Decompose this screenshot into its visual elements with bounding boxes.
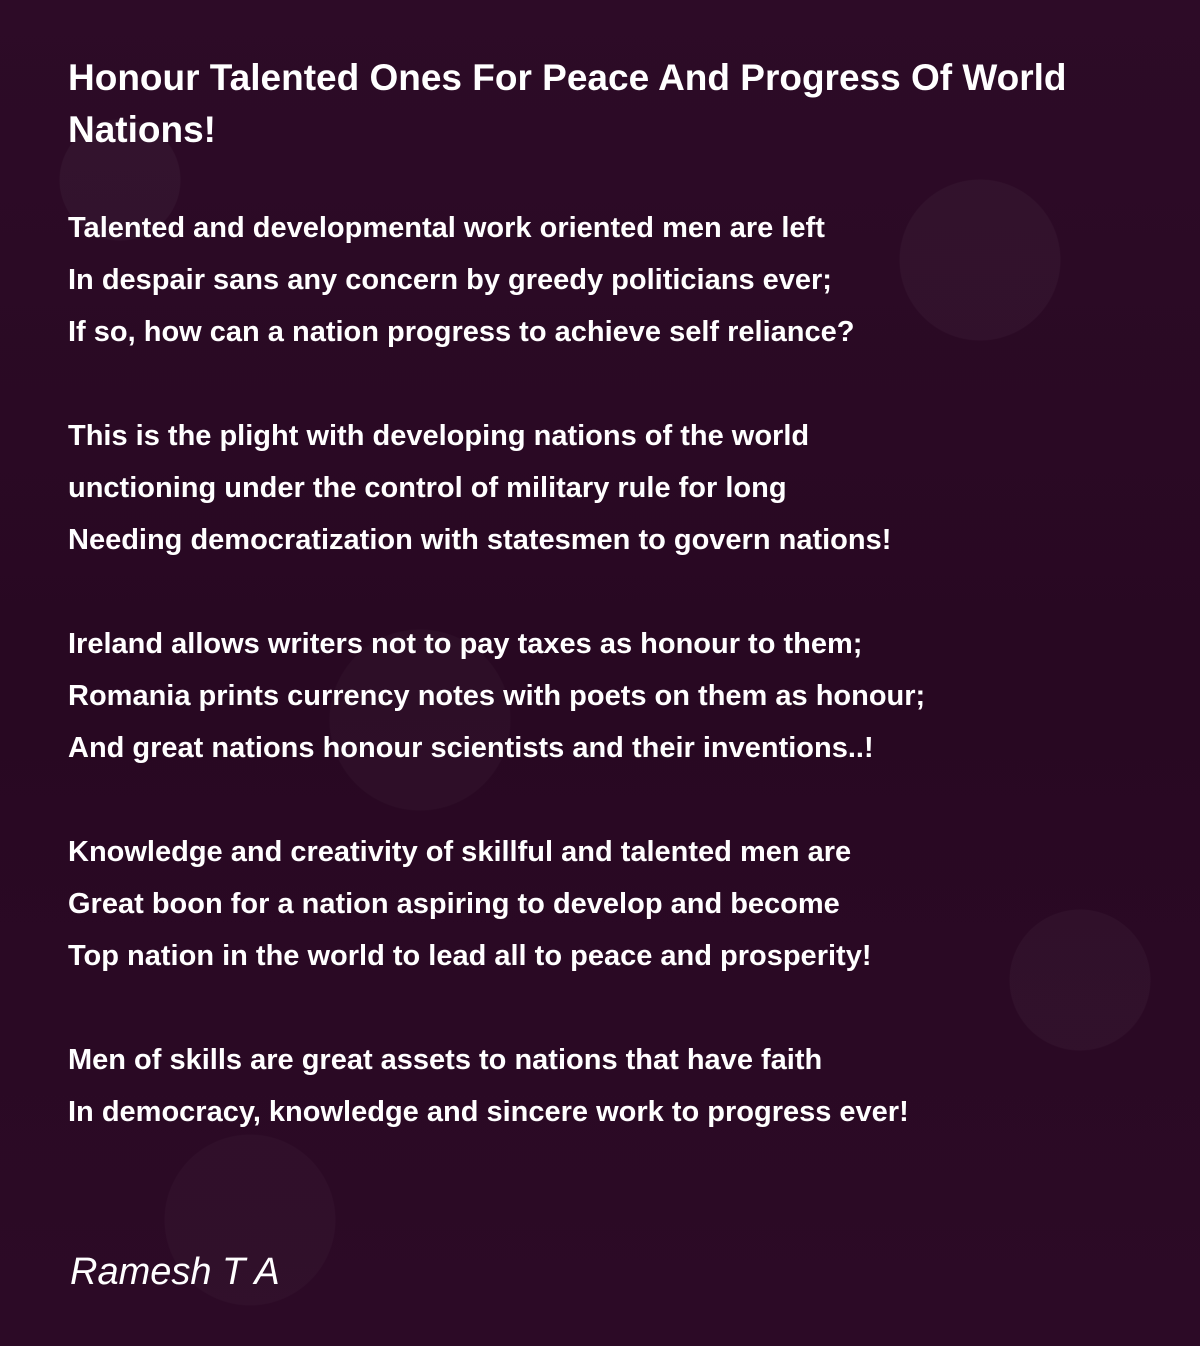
poem-line: Romania prints currency notes with poets on them as honour; [68, 680, 926, 712]
stanza [68, 1034, 1148, 1138]
poem-line: Needing democratization with statesmen to govern nations! [68, 524, 892, 556]
poem-line: Ireland allows writers not to pay taxes as honour to them; [68, 628, 863, 660]
poem-line: Men of skills are great assets to nations that have faith [68, 1044, 823, 1076]
poem-line: Knowledge and creativity of skillful and talented men are [68, 836, 852, 868]
poem-line: Great boon for a nation aspiring to develop and become [68, 888, 840, 920]
poem-line: If so, how can a nation progress to achieve self reliance? [68, 316, 855, 348]
stanza [68, 202, 1148, 358]
poem-body [68, 202, 1148, 1190]
poem-line: In democracy, knowledge and sincere work to progress ever! [68, 1096, 909, 1128]
poem-line: In despair sans any concern by greedy politicians ever; [68, 264, 832, 296]
poem-title: Honour Talented Ones For Peace And Progress Of World Nations! [68, 57, 1067, 150]
poem-line: This is the plight with developing nations of the world [68, 420, 810, 452]
stanza [68, 618, 1148, 774]
stanza [68, 826, 1148, 982]
poem-line: Top nation in the world to lead all to peace and prosperity! [68, 940, 872, 972]
poem-line: Talented and developmental work oriented men are left [68, 212, 825, 244]
poem-line: unctioning under the control of military rule for long [68, 472, 787, 504]
stanza [68, 410, 1148, 566]
poem-line: And great nations honour scientists and their inventions..! [68, 732, 874, 764]
poem-author: Ramesh T A [70, 1251, 280, 1293]
